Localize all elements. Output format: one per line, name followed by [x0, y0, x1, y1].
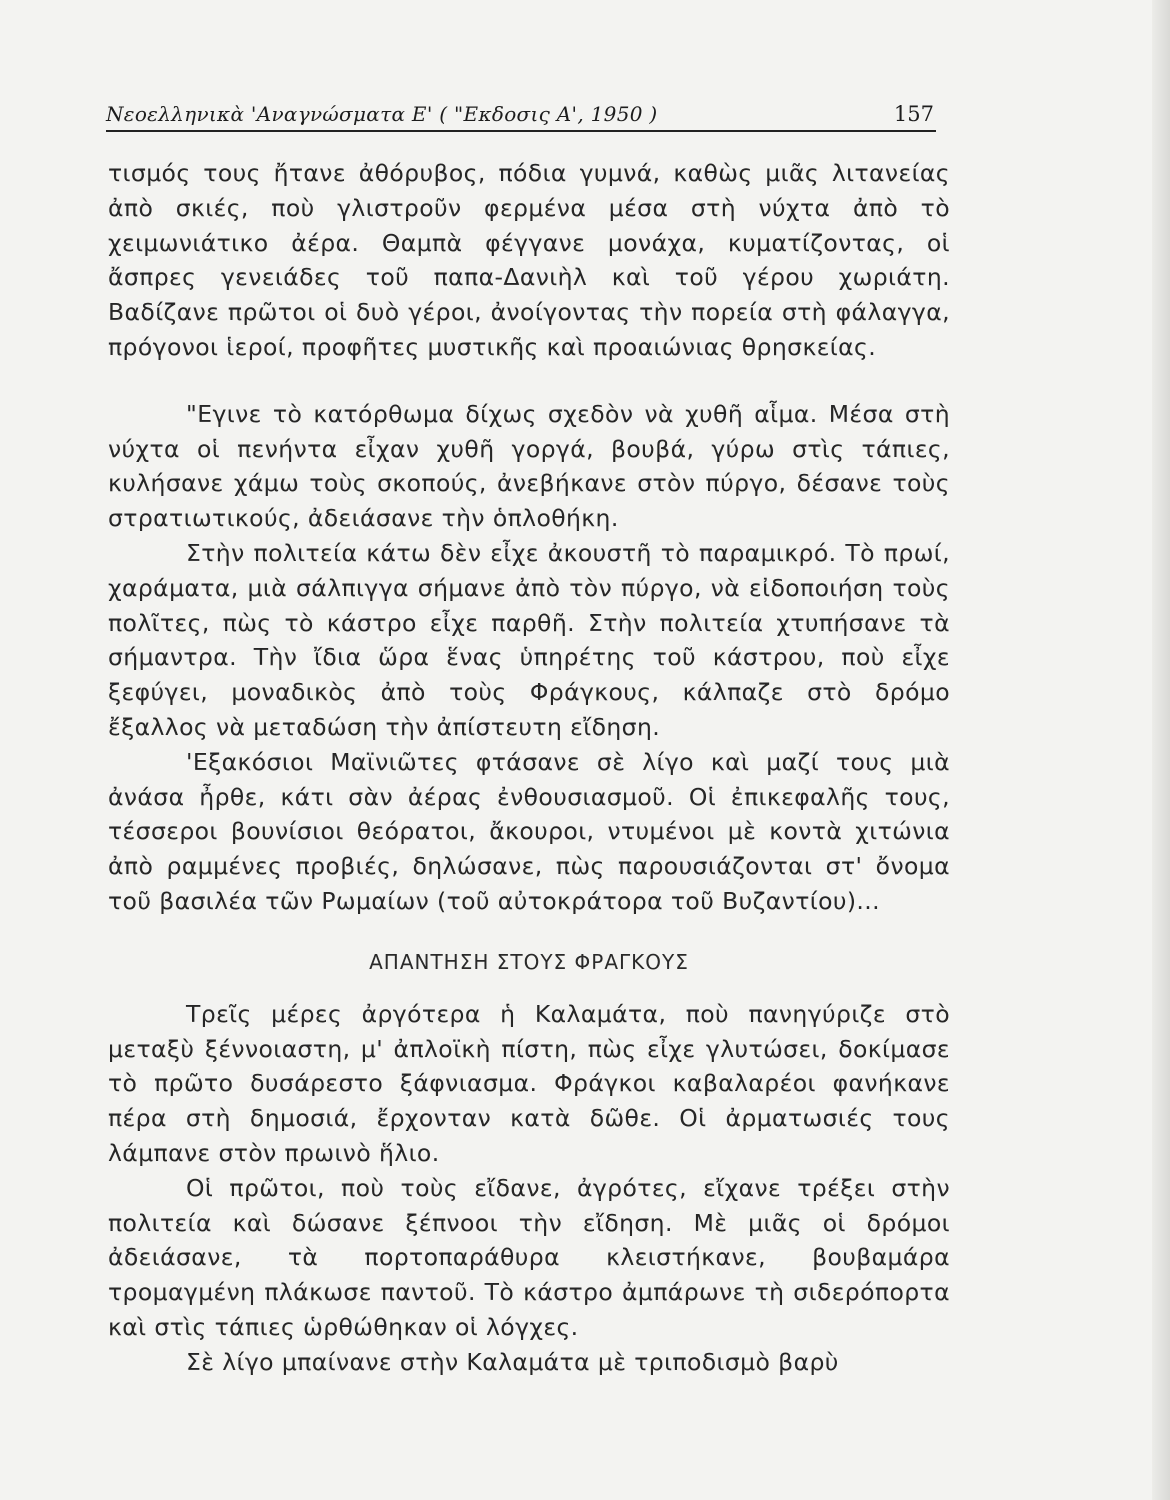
paragraph: 'Εξακόσιοι Μαϊνιῶτες φτάσανε σὲ λίγο καὶ μαζί τους μιὰ ἀνάσα ἦρθε, κάτι σὰν ἀέρας ἐνθουσιασμοῦ. Οἱ ἐπικεφαλῆς τους, τέσσεροι βουνίσιοι θεόρατοι, ἄκουροι, ντυμένοι μὲ κοντὰ χιτώνια ἀπὸ ραμμένες προβιές, δηλώσανε, πὼς παρουσιάζονται στ' ὄνομα τοῦ βασιλέα τῶν Ρωμαίων (τοῦ αὐτοκράτορα τοῦ Βυζαντίου)...	[108, 747, 950, 915]
page-edge-shadow	[1152, 0, 1170, 1500]
paragraph: Σὲ λίγο μπαίνανε στὴν Καλαμάτα μὲ τριποδισμὸ βαρὺ	[186, 1347, 839, 1376]
paragraph: Οἱ πρῶτοι, ποὺ τοὺς εἴδανε, ἀγρότες, εἴχανε τρέξει στὴν πολιτεία καὶ δώσανε ξέπνοοι τὴν εἴδηση. Μὲ μιᾶς οἱ δρόμοι ἀδειάσανε, τὰ πορτοπαράθυρα κλειστήκανε, βουβαμάρα τρομαγμένη πλάκωσε παντοῦ. Τὸ κάστρο ἀμπάρωνε τὴ σιδερόπορτα καὶ στὶς τάπιες ὡρθώθηκαν οἱ λόγχες.	[108, 1173, 950, 1341]
paragraph: Στὴν πολιτεία κάτω δὲν εἶχε ἀκουστῆ τὸ παραμικρό. Τὸ πρωί, χαράματα, μιὰ σάλπιγγα σήμανε ἀπὸ τὸν πύργο, νὰ εἰδοποιήση τοὺς πολῖτες, πὼς τὸ κάστρο εἶχε παρθῆ. Στὴν πολιτεία χτυπήσανε τὰ σήμαντρα. Τὴν ἴδια ὥρα ἕνας ὑπηρέτης τοῦ κάστρου, ποὺ εἶχε ξεφύγει, μοναδικὸς ἀπὸ τοὺς Φράγκους, κάλπαζε στὸ δρόμο ἔξαλλος νὰ μεταδώση τὴν ἀπίστευτη εἴδηση.	[108, 538, 950, 741]
paragraph: "Εγινε τὸ κατόρθωμα δίχως σχεδὸν νὰ χυθῆ αἷμα. Μέσα στὴ νύχτα οἱ πενήντα εἶχαν χυθῆ γοργά, βουβά, γύρω στὶς τάπιες, κυλήσανε χάμω τοὺς σκοπούς, ἀνεβήκανε στὸν πύργο, δέσανε τοὺς στρατιωτικούς, ἀδειάσανε τὴν ὁπλοθήκη.	[108, 399, 950, 533]
section-heading: ΑΠΑΝΤΗΣΗ ΣΤΟΥΣ ΦΡΑΓΚΟΥΣ	[369, 949, 689, 974]
running-header	[106, 96, 936, 132]
paragraph: Τρεῖς μέρες ἀργότερα ἡ Καλαμάτα, ποὺ πανηγύριζε στὸ μεταξὺ ξέννοιαστη, μ' ἀπλοϊκὴ πίστη, πὼς εἶχε γλυτώσει, δοκίμασε τὸ πρῶτο δυσάρεστο ξάφνιασμα. Φράγκοι καβαλαρέοι φανήκανε πέρα στὴ δημοσιά, ἔρχονταν κατὰ δῶθε. Οἱ ἀρματωσιές τους λάμπανε στὸν πρωινὸ ἥλιο.	[108, 999, 950, 1167]
body-text	[108, 156, 950, 1380]
page-number: 157	[893, 102, 934, 126]
running-title: Νεοελληνικὰ 'Αναγνώσματα Ε' ( "Εκδοσις Α', 1950 )	[106, 102, 658, 126]
paragraph-continued: τισμός τους ἤτανε ἀθόρυβος, πόδια γυμνά, καθὼς μιᾶς λιτανείας ἀπὸ σκιές, ποὺ γλιστροῦν φερμένα μέσα στὴ νύχτα ἀπὸ τὸ χειμωνιάτικο ἀέρα. Θαμπὰ φέγγανε μονάχα, κυματίζοντας, οἱ ἄσπρες γενειάδες τοῦ παπα-Δανιὴλ καὶ τοῦ γέρου χωριάτη. Βαδίζανε πρῶτοι οἱ δυὸ γέροι, ἀνοίγοντας τὴν πορεία στὴ φάλαγγα, πρόγονοι ἱεροί, προφῆτες μυστικῆς καὶ προαιώνιας θρησκείας.	[108, 159, 950, 361]
